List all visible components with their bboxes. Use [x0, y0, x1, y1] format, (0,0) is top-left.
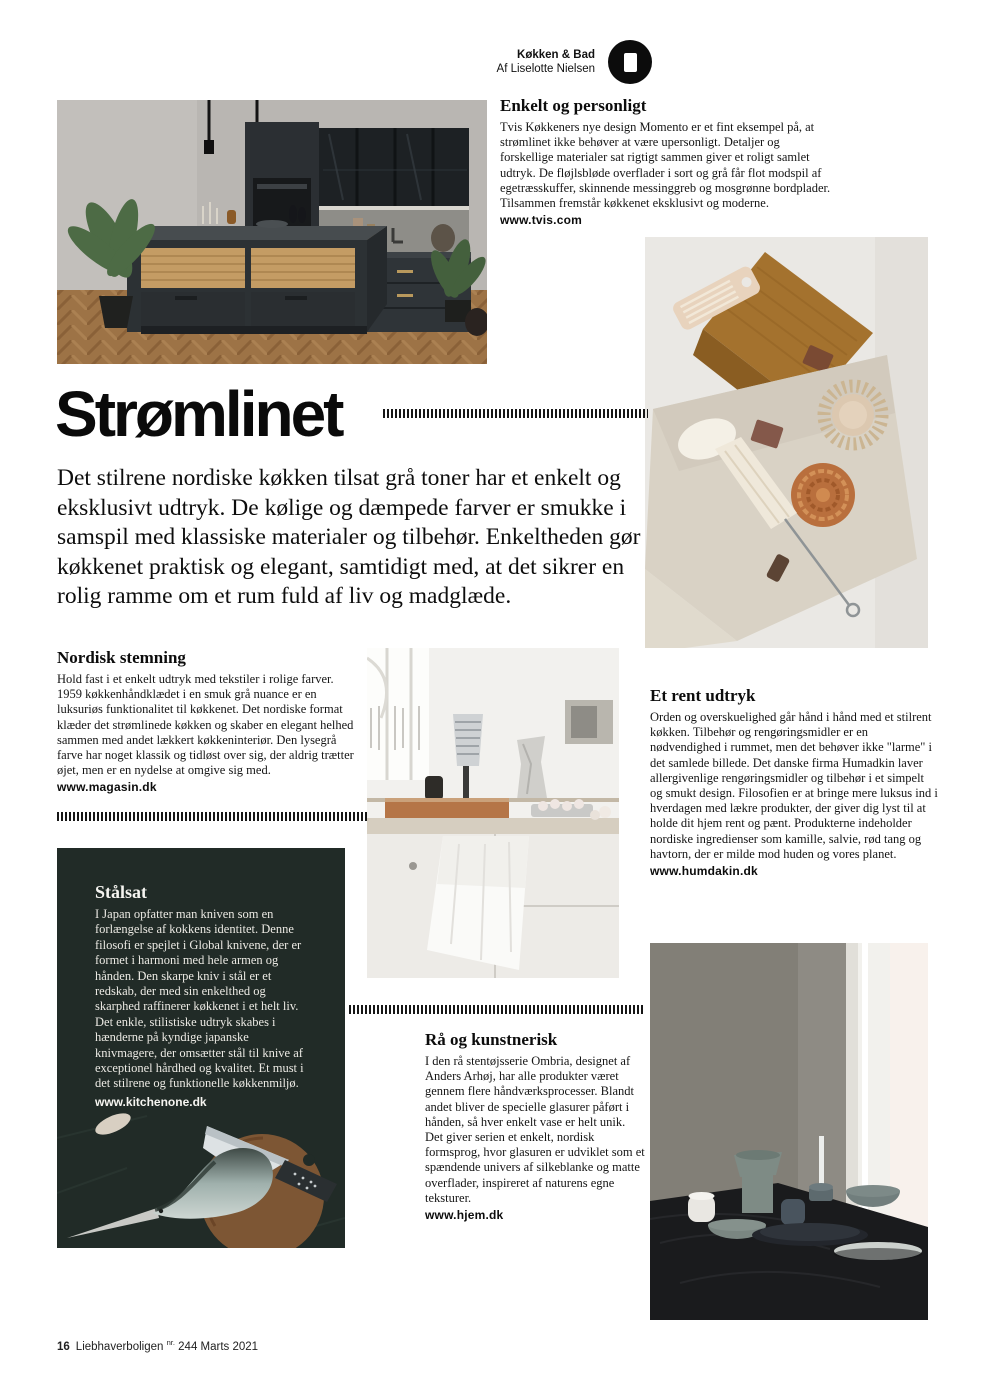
article-raa-og-kunstnerisk: [425, 1030, 645, 1224]
article-body: I Japan opfatter man kniven som en forlængelse af kokkens identitet. Denne filosofi er spejlet i Global knivene, der er formet i harmoni med hele armen og hånden. Den skarpe kniv i stål er et redskab, der med sin enkelthed og skarphed raffinerer køkkenet i et helt liv. Det enkle, stilistiske udtryk skabes i hænderne på kyndige japanske knivmagere, der omsætter stål til knive af exceptionel hårdhed og kvalitet. Et must i det stilrene og funktionelle køkkenmiljø.: [95, 907, 304, 1091]
cleaning-textiles-photo: [645, 237, 928, 648]
magazine-name: Liebhaverboligen: [75, 1340, 164, 1353]
page-footer: [57, 1338, 258, 1353]
link-tvis[interactable]: www.tvis.com: [500, 213, 582, 228]
magazine-logo-icon: [608, 40, 652, 84]
lead-paragraph: Det stilrene nordiske køkken tilsat grå toner har et enkelt og eksklusivt udtryk. De kølige og dæmpede farver er smukke i samspil med klassiske materialer og tilbehør. Enkeltheden gør køkkenet praktisk og elegant, samtidigt med, at det sikrer en rolig ramme om et rum fuld af liv og madglæde.: [57, 465, 641, 609]
article-title: Enkelt og personligt: [500, 96, 647, 115]
byline: Af Liselotte Nielsen: [496, 63, 595, 75]
sink-photo: [367, 648, 619, 978]
link-humdakin[interactable]: www.humdakin.dk: [650, 864, 758, 879]
dotted-rule-headline: [383, 409, 648, 418]
link-kitchenone[interactable]: www.kitchenone.dk: [95, 1094, 207, 1109]
page-headline: Strømlinet: [55, 378, 342, 450]
link-magasin[interactable]: www.magasin.dk: [57, 780, 157, 795]
article-nordisk-stemning: [57, 648, 361, 796]
masthead: [430, 40, 652, 84]
article-body: I den rå stentøjsserie Ombria, designet af Anders Arhøj, har alle produkter været gennem flere håndværksprocesser. Blandt andet bliver de specielle glasurer påført i hånden, så hver enkelt vase er helt unik. Det giver serien et enkelt, nordisk formsprog, hvor glasuren er udviklet som et spændende univers af silkeblanke og matte overflader, inspireret af naturens egne teksturer.: [425, 1054, 645, 1205]
article-et-rent-udtryk: [650, 686, 938, 880]
issue-abbrev: nr.: [166, 1338, 175, 1347]
dotted-rule-left: [57, 812, 367, 821]
issue-info: 244 Marts 2021: [178, 1340, 259, 1353]
page-number: 16: [57, 1340, 70, 1353]
ceramics-photo: [650, 943, 928, 1320]
article-enkelt-og-personligt: [500, 96, 834, 229]
article-title: Rå og kunstnerisk: [425, 1030, 558, 1049]
article-body: Hold fast i et enkelt udtryk med tekstiler i rolige farver. 1959 køkkenhåndklædet i en smuk grå nuance er en luksuriøs funktionalitet til køkkenet. Det nordiske format klæder det strømlinede køkken og skaber en elegant helhed sammen med andet lækkert køkkeninteriør. Den lysegrå farve har noget klassik og tidløst over sig, der aldrig trætter øjet, men er en nydelse at omgive sig med.: [57, 672, 354, 778]
dotted-rule-mid: [349, 1005, 645, 1014]
section-category: Køkken & Bad: [517, 49, 595, 61]
link-hjem[interactable]: www.hjem.dk: [425, 1208, 504, 1223]
article-staalsat: [95, 882, 313, 1111]
kitchen-photo: [57, 100, 487, 364]
staalsat-panel: [57, 848, 345, 1248]
masthead-text: [497, 48, 595, 76]
article-title: Stålsat: [95, 882, 148, 902]
article-title: Et rent udtryk: [650, 686, 756, 705]
article-title: Nordisk stemning: [57, 648, 186, 667]
knife-photo: [57, 1098, 345, 1248]
article-body: Tvis Køkkeners nye design Momento er et fint eksempel på, at strømlinet ikke behøver at være upersonligt. Detaljer og forskellige materialer sat rigtigt sammen giver et roligt samlet udtryk. De fløjlsbløde overflader i sort og grå får flot modspil af egetræsskuffer, skinnende messinggreb og mosgrønne bordplader. Tilsammen fremstår køkkenet eksklusivt og moderne.: [500, 120, 831, 211]
article-body: Orden og overskuelighed går hånd i hånd med et stilrent køkken. Tilbehør og rengøringsmidler er en nødvendighed i rummet, men det behøver ikke "larme" i det samlede billede. Det danske firma Humadkin laver allergivenlige rengøringsmidler og tilbehør i et simpelt og smukt design. Filosofien er at bringe mere luksus ind i hverdagen med lækre produkter, der giver dig lyst til at holde dit hjem rent og pænt. Produkterne indeholder nordiske ingredienser som kamille, salvie, rød tang og havtorn, der er milde mod huden og vores planet.: [650, 710, 938, 861]
